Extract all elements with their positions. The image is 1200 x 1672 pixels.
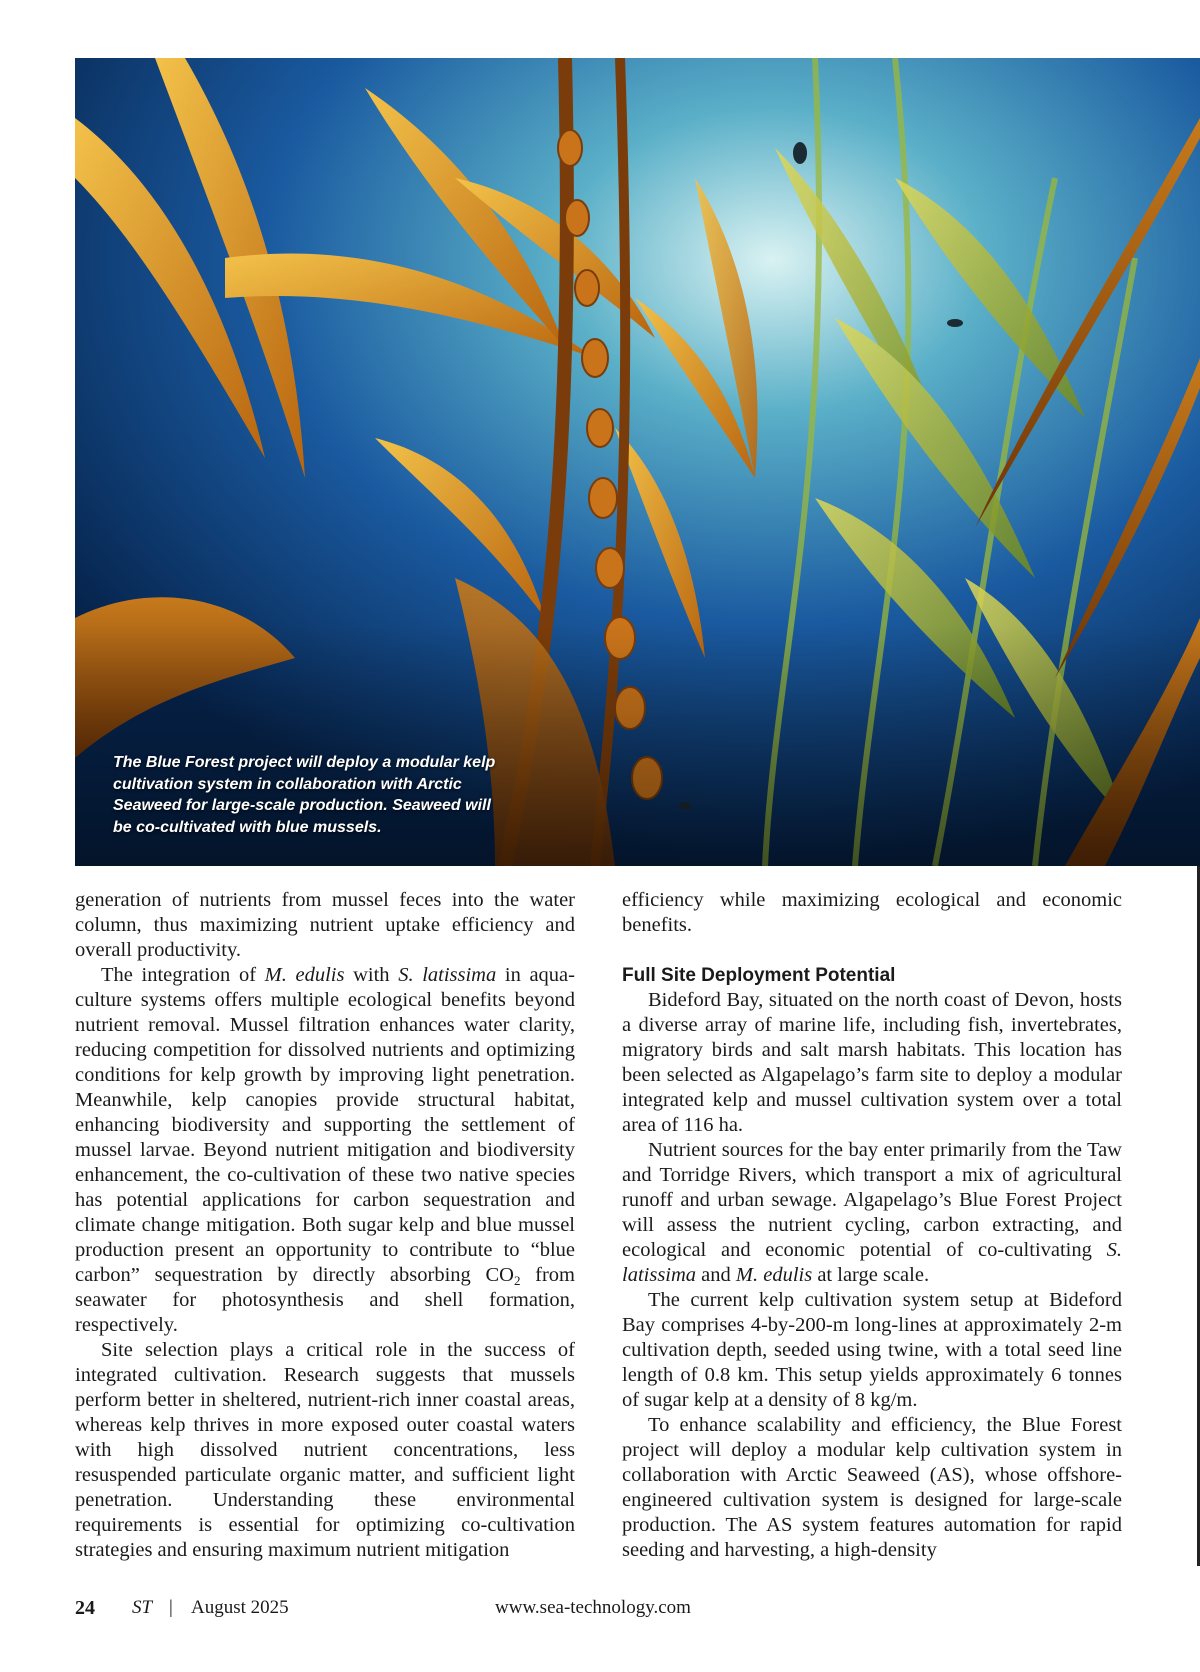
text-span: in aquaculture systems offers multiple ecological benefits beyond nutrient removal. Mussel filtration enhances water clarity, reducing competition for dissolved nutrients and optimizing conditions for kelp growth by improving light penetration. Meanwhile, kelp canopies provide structural habitat, enhancing biodiversity and supporting the settlement of mussel larvae. Beyond nutrient mitigation and biodiversity enhancement, the co-cultivation of these two native species has potential applications for carbon sequestration and climate change mitigation. Both sugar kelp and blue mussel production present an opportunity to contribute to “blue carbon” sequestration by directly absorbing CO — [75, 964, 575, 1286]
text-span: at large scale. — [812, 1264, 930, 1286]
left-column — [75, 888, 575, 1563]
page-number: 24 — [75, 1597, 95, 1619]
magazine-name: ST — [132, 1597, 153, 1618]
paragraph: To enhance scalability and efficiency, the Blue Forest project will deploy a modular kelp cultivation system in collaboration with Arctic Seaweed (AS), whose offshore-engineered cultivation system is designed for large-scale production. The AS system features automation for rapid seeding and harvesting, a high-density — [622, 1414, 1122, 1561]
kelp-forest-illustration — [75, 58, 1200, 866]
section-heading: Full Site Deployment Potential — [622, 965, 896, 986]
species-name: M. edulis — [735, 1264, 813, 1286]
paragraph: The current kelp cultivation system setup at Bideford Bay comprises 4-by-200-m long-lines at approximately 2-m cultivation depth, seeded using twine, with a total seed line length of 0.8 km. This setup yields approximately 6 tonnes of sugar kelp at a density of 8 kg/m. — [622, 1289, 1122, 1411]
text-span: Nutrient sources for the bay enter primarily from the Taw and Torridge Rivers, which transport a mix of agricultural runoff and urban sewage. Algapelago’s Blue Forest Project will assess the nutrient cycling, carbon extracting, and ecological and economic potential of co-cultivating — [622, 1139, 1122, 1261]
kelp-forest-photo — [75, 58, 1200, 866]
website-url[interactable]: www.sea-technology.com — [495, 1597, 691, 1618]
right-column — [622, 888, 1122, 1563]
species-name: S. latissima — [622, 1239, 1122, 1286]
paragraph: generation of nutrients from mussel feces into the water column, thus maximizing nutrient uptake efficiency and overall productivity. — [75, 889, 575, 961]
paragraph — [75, 963, 575, 1338]
page-footer — [75, 1595, 1125, 1625]
paragraph: efficiency while maximizing ecological and economic benefits. — [622, 889, 1122, 936]
text-span: from seawater for photosynthesis and shell formation, respectively. — [75, 1264, 575, 1336]
footer-separator: | — [169, 1597, 173, 1618]
photo-caption: The Blue Forest project will deploy a modular kelp cultivation system in collaboration with Arctic Seaweed for large-scale production. Seaweed will be co-cultivated with blue mussels. — [113, 754, 496, 836]
text-span: with — [344, 964, 399, 986]
issue-date: August 2025 — [191, 1597, 289, 1618]
text-span: The integration of — [101, 964, 265, 986]
paragraph: Site selection plays a critical role in the success of integrated cultivation. Research suggests that mussels perform better in sheltered, nutrient-rich inner coastal areas, whereas kelp thrives in more exposed outer coastal waters with high dissolved nutrient concentrations, less resuspended particulate organic matter, and sufficient light penetration. Understanding these environmental requirements is essential for optimizing co-cultivation strategies and ensuring maximum nutrient mitigation — [75, 1339, 575, 1561]
text-span: and — [696, 1264, 736, 1286]
species-name: S. latissima — [398, 964, 497, 986]
species-name: M. edulis — [264, 964, 345, 986]
paragraph: Bideford Bay, situated on the north coast of Devon, hosts a diverse array of marine life, including fish, invertebrates, migratory birds and salt marsh habitats. This location has been selected as Algapelago’s farm site to deploy a modular integrated kelp and mussel cultivation system over a total area of 116 ha. — [622, 989, 1122, 1136]
paragraph — [622, 1138, 1122, 1288]
subscript: 2 — [513, 1273, 521, 1288]
